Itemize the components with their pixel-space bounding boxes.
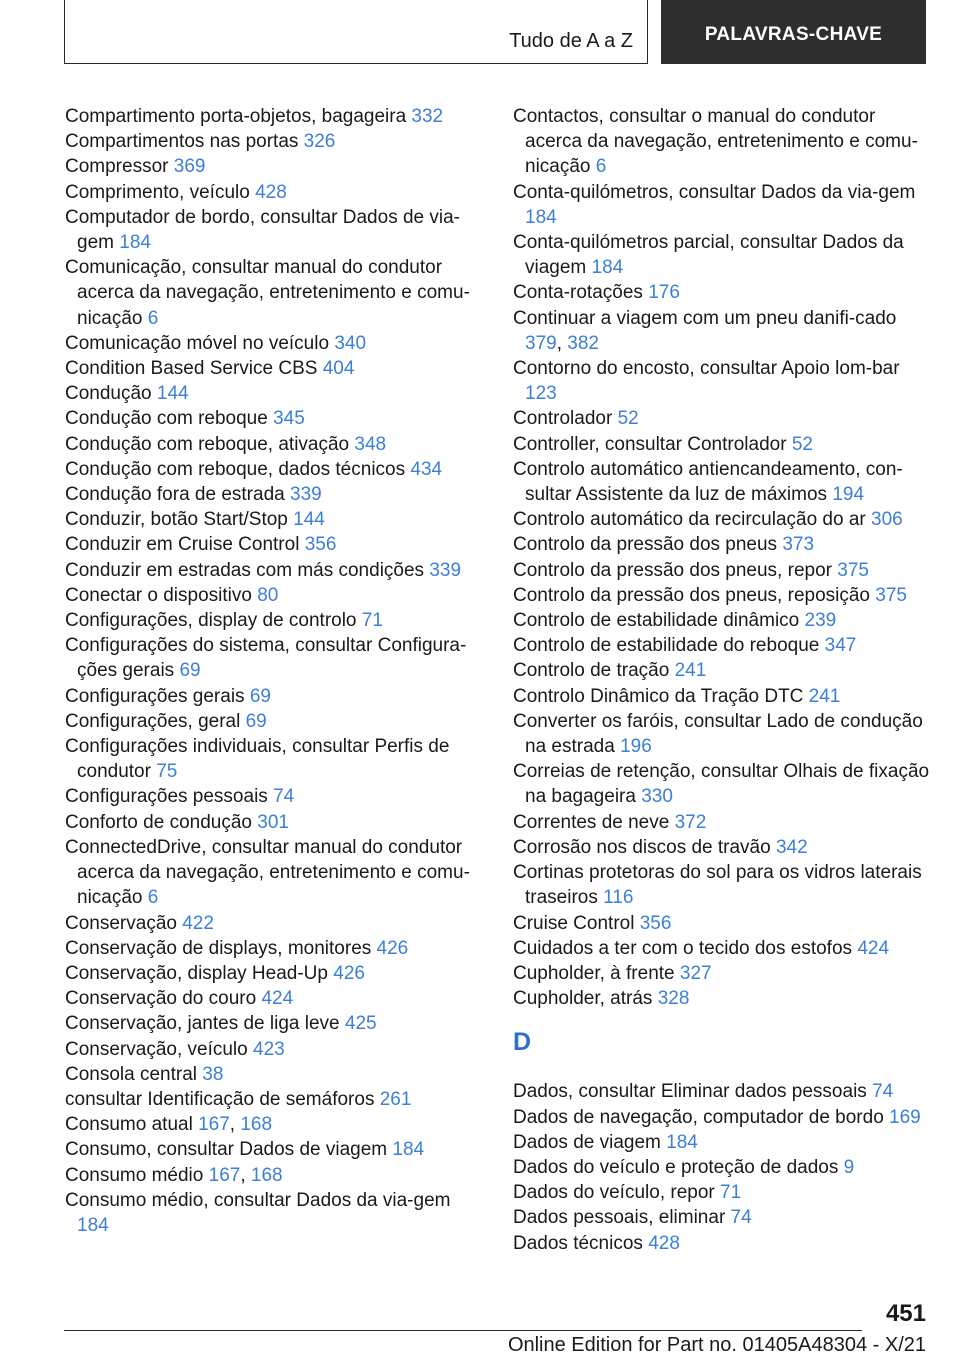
index-entry [513,608,933,633]
page-reference-link[interactable]: 428 [255,181,287,203]
index-entry [513,1105,933,1130]
index-entry [65,532,480,557]
index-entry [513,633,933,658]
header-crumb: Tudo de A a Z [509,30,633,52]
page-reference-link[interactable]: 184 [525,206,557,228]
index-entry-term: Condução [65,383,157,405]
index-entry [65,255,480,331]
index-entry [65,129,480,154]
index-entry [65,432,480,457]
page-reference-link[interactable]: 339 [290,484,322,506]
page-reference-link[interactable]: 379 [525,332,557,354]
index-entry-term: Conta-rotações [513,282,649,304]
page-reference-link[interactable]: 301 [257,811,289,833]
index-entry [65,356,480,381]
page-reference-link[interactable]: 6 [147,887,159,909]
page-reference-link[interactable]: 123 [525,383,557,405]
index-entry [65,986,480,1011]
page-reference-link[interactable]: 168 [240,1114,273,1136]
index-entry-term: Controlo de estabilidade dinâmico [513,610,805,632]
page-reference-link[interactable]: 347 [824,635,857,657]
index-entry [513,860,933,910]
index-entry-term: Consumo médio, consultar Dados da via-gem [65,1189,451,1211]
page-reference-link[interactable]: 339 [429,559,462,581]
page-reference-link[interactable]: 184 [591,257,624,279]
index-entry [513,180,933,230]
index-entry-term: Dados técnicos [513,1232,649,1254]
index-entry-term: ConnectedDrive, consultar manual do condutor acerca da navegação, entretenimento e comu-nicação [65,836,470,909]
index-entry [65,734,480,784]
index-entry-term: Converter os faróis, consultar Lado de condução na estrada [513,710,923,758]
page-reference-link[interactable]: 168 [250,1164,283,1186]
page-reference-link[interactable]: 196 [620,736,652,758]
index-entry [513,961,933,986]
index-entry [65,633,480,683]
page-reference-link[interactable]: 404 [322,358,355,380]
index-entry-term: Contactos, consultar o manual do condutor acerca da navegação, entretenimento e comu-nicação [513,106,918,178]
index-entry [65,961,480,986]
page-reference-link[interactable]: 184 [119,232,151,254]
index-group-d [513,1079,933,1255]
page-reference-link[interactable]: 422 [182,912,214,934]
index-entry [513,759,933,809]
page-reference-link[interactable]: 80 [257,584,279,606]
index-entry [65,457,480,482]
index-entry [65,608,480,633]
index-entry [65,507,480,532]
page-reference-link[interactable]: 423 [253,1038,285,1060]
index-entry [65,1087,480,1112]
index-entry-term: Conservação, veículo [65,1038,253,1060]
page-reference-link[interactable]: 169 [889,1106,921,1128]
index-entry [513,1155,933,1180]
index-entry [65,911,480,936]
index-entry-term: Conforto de condução [65,811,258,833]
index-entry [513,507,933,532]
header-section-tab: PALAVRAS-CHAVE [661,0,926,64]
page-reference-link[interactable]: 327 [679,962,712,984]
index-column-left [65,104,480,1238]
index-entry-term: Condução fora de estrada [65,484,290,506]
index-entry-term: Configurações, geral [65,710,246,732]
index-entry [65,1188,480,1238]
index-entry [513,280,933,305]
index-entry-term: Dados de viagem [513,1131,667,1153]
index-entry [513,810,933,835]
index-entry-term: Controlo automático antiencandeamento, con-sultar Assistente da luz de máximos [513,458,903,506]
page-reference-link[interactable]: 340 [334,332,367,354]
index-entry [513,104,933,180]
index-entry-term: Cruise Control [513,912,640,934]
page-reference-link[interactable]: 424 [857,937,890,959]
page-reference-link[interactable]: 144 [156,383,189,405]
page-reference-link[interactable]: 239 [804,610,837,632]
index-entry-term: Consumo médio [65,1164,209,1186]
page-reference-link[interactable]: 382 [567,332,599,354]
index-entry [513,406,933,431]
header-frame [64,0,648,64]
index-entry [65,684,480,709]
page-reference-link[interactable]: 373 [782,534,815,556]
page-reference-link[interactable]: 369 [173,156,206,178]
index-entry [65,154,480,179]
index-entry-term: Conta-quilómetros parcial, consultar Dados da viagem [513,232,904,279]
page-reference-link[interactable]: 52 [617,408,639,430]
index-entry: Consumo atual 167, 168 [65,1114,273,1136]
index-entry-term: Dados de navegação, computador de bordo [513,1106,890,1128]
index-entry-term: Conservação [65,912,183,934]
index-entry [65,810,480,835]
index-entry-term: Controlo da pressão dos pneus, reposição [513,584,876,606]
index-entry [65,406,480,431]
index-entry-term: Compressor [65,156,174,178]
index-entry [513,558,933,583]
index-entry [65,482,480,507]
index-entry-term: Controlo de estabilidade do reboque [513,635,825,657]
index-entry: Consumo médio 167, 168 [65,1164,283,1186]
index-entry [65,1037,480,1062]
page-reference-link[interactable]: 326 [303,131,336,153]
index-entry-term: Conduzir em Cruise Control [65,534,305,556]
index-entry [513,356,933,406]
page-reference-link[interactable]: 176 [648,282,680,304]
index-entry-term: Configurações pessoais [65,786,274,808]
page-reference-link[interactable]: 348 [354,433,387,455]
index-entry [65,1062,480,1087]
index-entry [65,104,480,129]
index-entry [513,1180,933,1205]
page-reference-link[interactable]: 167 [208,1164,241,1186]
index-entry [513,684,933,709]
index-entry-term: Cortinas protetoras do sol para os vidros laterais traseiros [513,862,922,909]
index-entry [513,1231,933,1256]
page-reference-link[interactable]: 356 [639,912,672,934]
index-entry-term: Controlo de tração [513,660,675,682]
index-entry-term: Condução com reboque [65,408,274,430]
page-reference-link[interactable]: 375 [837,559,869,581]
index-entry-term: Contorno do encosto, consultar Apoio lom-bar [513,358,900,380]
index-entry-term: Dados pessoais, eliminar [513,1207,731,1229]
index-entry-term: Conservação do couro [65,988,262,1010]
index-entry [513,911,933,936]
index-entry-term: Conduzir em estradas com más condições [65,559,430,581]
page-reference-link[interactable]: 144 [293,509,325,531]
page-number: 451 [885,1300,926,1327]
index-entry [65,936,480,961]
index-entry-term: Controller, consultar Controlador [513,433,792,455]
index-entry-term: Cuidados a ter com o tecido dos estofos [513,937,858,959]
index-entry [513,432,933,457]
index-entry-term: Dados do veículo, repor [513,1182,721,1204]
index-entry-term: Controlo Dinâmico da Tração DTC [513,685,809,707]
index-entry-term: Correias de retenção, consultar Olhais de fixação na bagageira [513,761,930,808]
page-reference-link[interactable]: 306 [871,509,903,531]
index-entry [513,230,933,280]
index-entry-term: Conectar o dispositivo [65,584,258,606]
index-entry-term: Conservação, jantes de liga leve [65,1013,345,1035]
index-entry-term: Consumo, consultar Dados de viagem [65,1139,393,1161]
index-entry-term: Computador de bordo, consultar Dados de via-gem [65,206,461,254]
page-reference-link[interactable]: 69 [249,685,271,707]
page-reference-link[interactable]: 261 [379,1088,412,1110]
section-letter-heading: D [513,1028,532,1057]
index-entry [513,1079,933,1104]
page-reference-link[interactable]: 184 [392,1139,425,1161]
index-entry [65,583,480,608]
index-entry [513,1205,933,1230]
page-reference-link[interactable]: 428 [648,1232,680,1254]
index-entry-term: consultar Identificação de semáforos [65,1088,380,1110]
index-entry-term: Configurações gerais [65,685,250,707]
index-entry [65,331,480,356]
index-entry-term: Comunicação, consultar manual do condutor acerca da navegação, entretenimento e comu-nicação [65,257,470,329]
index-entry-term: Conservação de displays, monitores [65,937,377,959]
page-reference-link[interactable]: 6 [147,307,159,329]
footer-edition-text: Online Edition for Part no. 01405A48304 - X/21 [507,1334,926,1356]
index-entry-term: Conduzir, botão Start/Stop [65,509,294,531]
index-entry-term: Configurações individuais, consultar Perfis de condutor [65,736,450,783]
index-entry-term: Condução com reboque, dados técnicos [65,458,411,480]
index-entry-term: Controlo automático da recirculação do ar [513,509,872,531]
index-entry: Continuar a viagem com um pneu danifi-cado 379, 382 [513,307,897,354]
index-entry-term: Comunicação móvel no veículo [65,332,335,354]
index-entry [513,532,933,557]
page-reference-link[interactable]: 75 [156,761,178,783]
page-reference-link[interactable]: 74 [872,1081,894,1103]
index-entry-term: Configurações do sistema, consultar Configura-ções gerais [65,635,467,682]
index-entry-term: Dados do veículo e proteção de dados [513,1156,844,1178]
page-reference-link[interactable]: 74 [730,1207,752,1229]
page-reference-link[interactable]: 52 [791,433,813,455]
index-entry [65,180,480,205]
index-entry [513,658,933,683]
index-entry-term: Configurações, display de controlo [65,610,362,632]
index-entry [65,1011,480,1036]
index-entry-term: Compartimentos nas portas [65,131,304,153]
page-reference-link[interactable]: 424 [261,988,294,1010]
index-entry [65,205,480,255]
index-entry-term: Condução com reboque, ativação [65,433,355,455]
page-reference-link[interactable]: 69 [245,710,267,732]
index-entry-term: Conta-quilómetros, consultar Dados da via-gem [513,181,916,203]
index-entry-term: Corrosão nos discos de travão [513,836,776,858]
index-entry-term: Controlo da pressão dos pneus, repor [513,559,838,581]
footer-divider [64,1330,862,1331]
index-entry [65,835,480,911]
page-reference-link[interactable]: 167 [198,1114,230,1136]
index-column-right [513,104,933,1256]
index-entry [513,709,933,759]
page-reference-link[interactable]: 372 [674,811,707,833]
page-reference-link[interactable]: 425 [344,1013,377,1035]
index-entry [65,381,480,406]
page-reference-link[interactable]: 69 [179,660,201,682]
page-reference-link[interactable]: 241 [808,685,841,707]
page-reference-link[interactable]: 71 [720,1182,742,1204]
page-reference-link[interactable]: 426 [333,962,365,984]
index-entry-term: Dados, consultar Eliminar dados pessoais [513,1081,873,1103]
page-reference-link[interactable]: 426 [376,937,409,959]
index-entry [513,936,933,961]
index-entry-term: Correntes de neve [513,811,675,833]
page-reference-link[interactable]: 74 [273,786,295,808]
index-entry-term: Consola central [65,1063,203,1085]
page-reference-link[interactable]: 434 [410,458,443,480]
index-entry-term: Cupholder, atrás [513,988,658,1010]
index-entry [65,784,480,809]
index-entry [65,558,480,583]
index-entry-term: Controlo da pressão dos pneus [513,534,783,556]
page-reference-link[interactable]: 116 [603,887,634,909]
page-reference-link[interactable]: 241 [674,660,707,682]
index-entry [513,986,933,1011]
page-reference-link[interactable]: 71 [361,610,383,632]
index-entry [513,835,933,860]
page-reference-link[interactable]: 375 [875,584,907,606]
index-entry-term: Condition Based Service CBS [65,358,323,380]
index-entry [513,1130,933,1155]
index-entry [65,709,480,734]
index-entry-term: Continuar a viagem com um pneu danifi-cado [513,307,897,329]
page-reference-link[interactable]: 332 [411,106,444,127]
index-entry-term: Comprimento, veículo [65,181,256,203]
page-reference-link[interactable]: 330 [641,786,673,808]
page-reference-link[interactable]: 356 [304,534,337,556]
page-reference-link[interactable]: 9 [843,1156,855,1178]
page-reference-link[interactable]: 184 [666,1131,698,1153]
index-entry [513,583,933,608]
page-reference-link[interactable]: 6 [595,156,607,178]
index-group-c [513,104,933,1011]
index-entry-term: Conservação, display Head-Up [65,962,334,984]
page-reference-link[interactable]: 345 [273,408,305,430]
index-entry [65,1137,480,1162]
index-entry-term: Cupholder, à frente [513,962,680,984]
page-reference-link[interactable]: 342 [775,836,808,858]
page-header [64,0,926,64]
index-entry-term: Consumo atual [65,1114,199,1136]
index-entry-term: Compartimento porta-objetos, bagageira [65,106,412,127]
index-entry [513,457,933,507]
page-reference-link[interactable]: 38 [202,1063,224,1085]
page-reference-link[interactable]: 328 [657,988,690,1010]
page-reference-link[interactable]: 184 [77,1214,109,1236]
page-reference-link[interactable]: 194 [832,484,865,506]
index-entry-term: Controlador [513,408,618,430]
